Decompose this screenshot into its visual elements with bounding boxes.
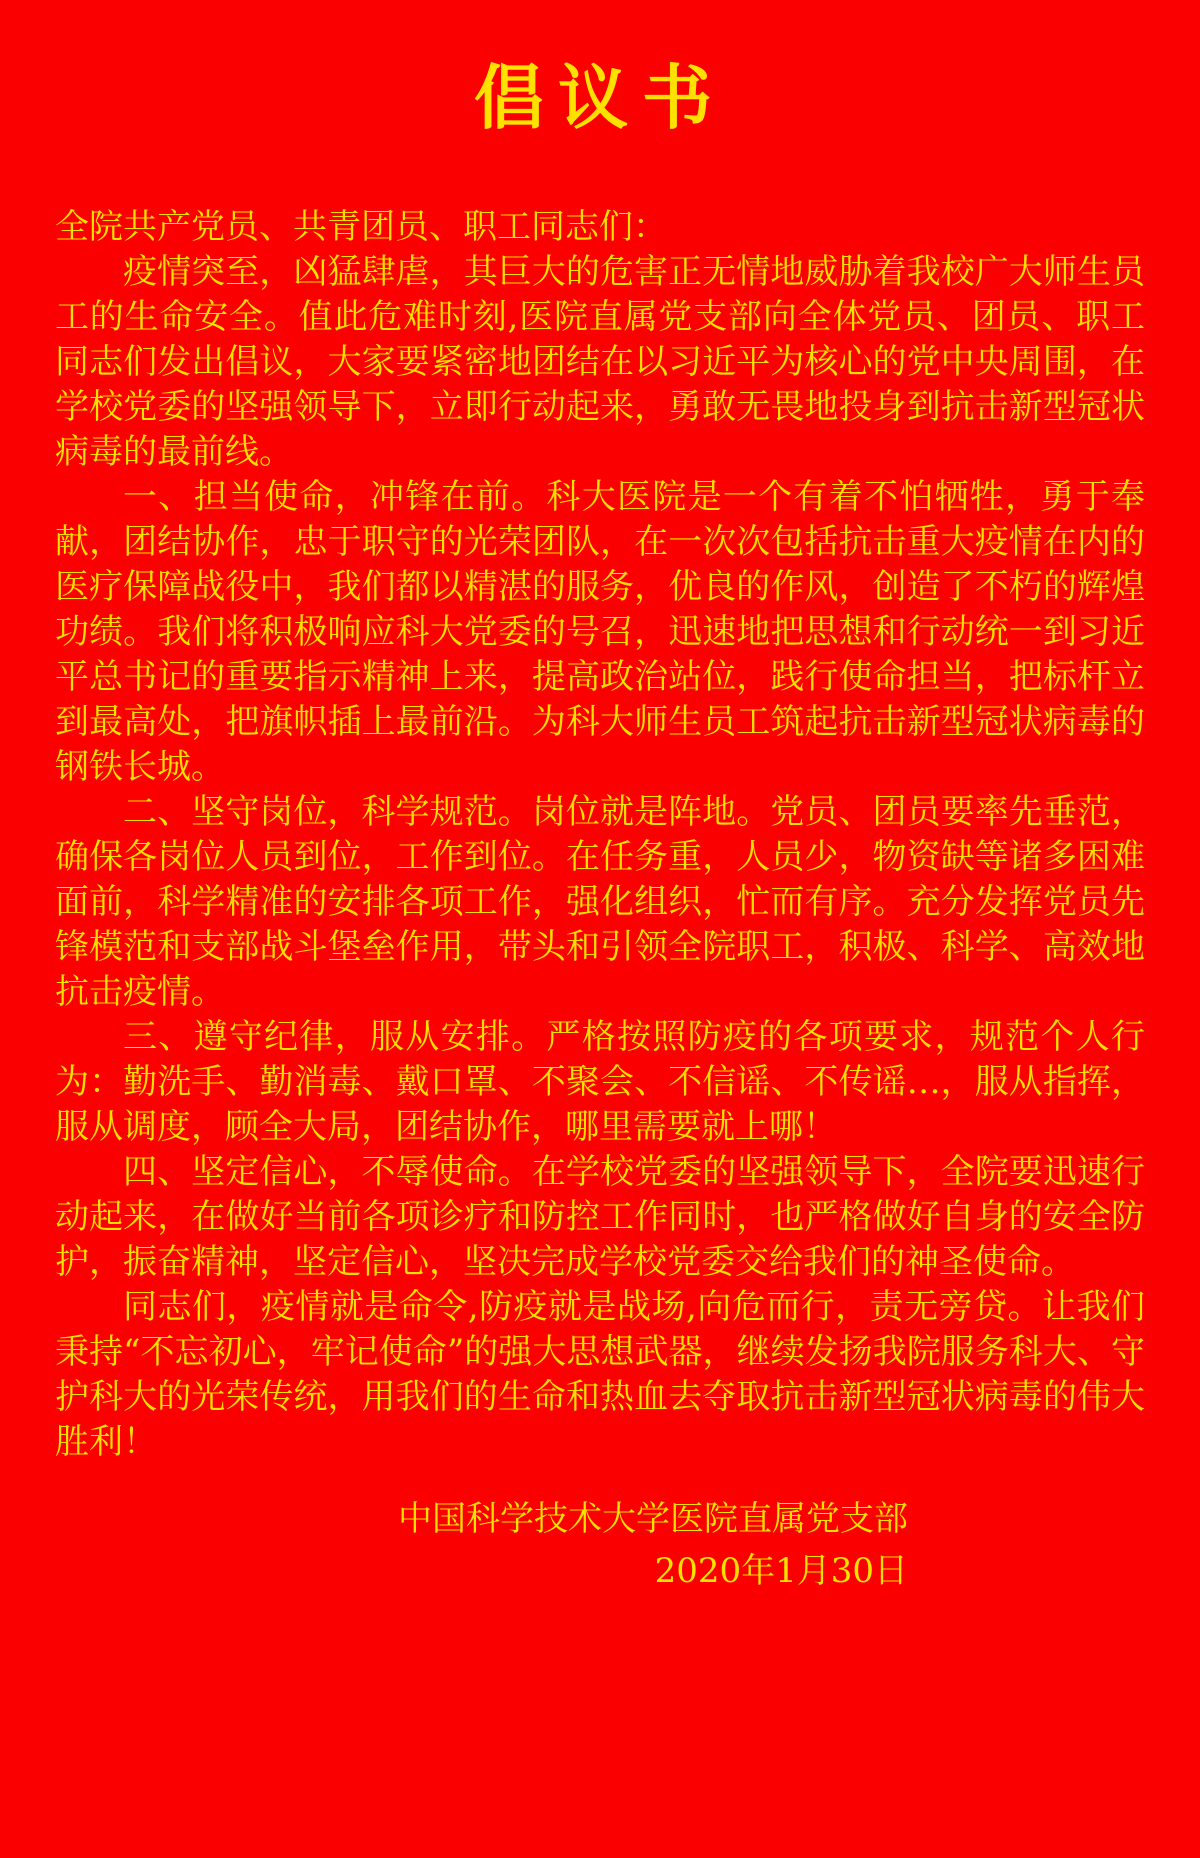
signature-date: 2020年1月30日 <box>654 1551 908 1591</box>
paragraph-point-2: 二、坚守岗位，科学规范。岗位就是阵地。党员、团员要率先垂范，确保各岗位人员到位，工作到位。在任务重，人员少，物资缺等诸多困难面前，科学精准的安排各项工作，强化组织，忙而有序。充分发挥党员先锋模范和支部战斗堡垒作用，带头和引领全院职工，积极、科学、高效地抗击疫情。 <box>55 792 1145 1012</box>
paragraph-closing: 同志们，疫情就是命令,防疫就是战场,向危而行，责无旁贷。让我们秉持“不忘初心，牢记使命”的强大思想武器，继续发扬我院服务科大、守护科大的光荣传统，用我们的生命和热血去夺取抗击新型冠状病毒的伟大胜利！ <box>55 1287 1145 1462</box>
salutation-line: 全院共产党员、共青团员、职工同志们： <box>55 207 667 247</box>
signature-organization: 中国科学技术大学医院直属党支部 <box>398 1499 908 1539</box>
paragraph-point-3: 三、遵守纪律，服从安排。严格按照防疫的各项要求，规范个人行为：勤洗手、勤消毒、戴口罩、不聚会、不信谣、不传谣…，服从指挥，服从调度，顾全大局，团结协作，哪里需要就上哪！ <box>55 1017 1145 1147</box>
signature-block <box>0 1493 1200 1597</box>
document-body <box>0 205 1200 1465</box>
document-title: 倡议书 <box>474 56 726 139</box>
paragraph-intro: 疫情突至，凶猛肆虐，其巨大的危害正无情地威胁着我校广大师生员工的生命安全。值此危难时刻,医院直属党支部向全体党员、团员、职工同志们发出倡议，大家要紧密地团结在以习近平为核心的党中央周围，在学校党委的坚强领导下，立即行动起来，勇敢无畏地投身到抗击新型冠状病毒的最前线。 <box>55 252 1145 472</box>
paragraph-point-1: 一、担当使命，冲锋在前。科大医院是一个有着不怕牺牲，勇于奉献，团结协作，忠于职守的光荣团队，在一次次包括抗击重大疫情在内的医疗保障战役中，我们都以精湛的服务，优良的作风，创造了不朽的辉煌功绩。我们将积极响应科大党委的号召，迅速地把思想和行动统一到习近平总书记的重要指示精神上来，提高政治站位，践行使命担当，把标杆立到最高处，把旗帜插上最前沿。为科大师生员工筑起抗击新型冠状病毒的钢铁长城。 <box>55 477 1145 787</box>
paragraph-point-4: 四、坚定信心，不辱使命。在学校党委的坚强领导下，全院要迅速行动起来，在做好当前各项诊疗和防控工作同时，也严格做好自身的安全防护，振奋精神，坚定信心，坚决完成学校党委交给我们的神圣使命。 <box>55 1152 1145 1282</box>
